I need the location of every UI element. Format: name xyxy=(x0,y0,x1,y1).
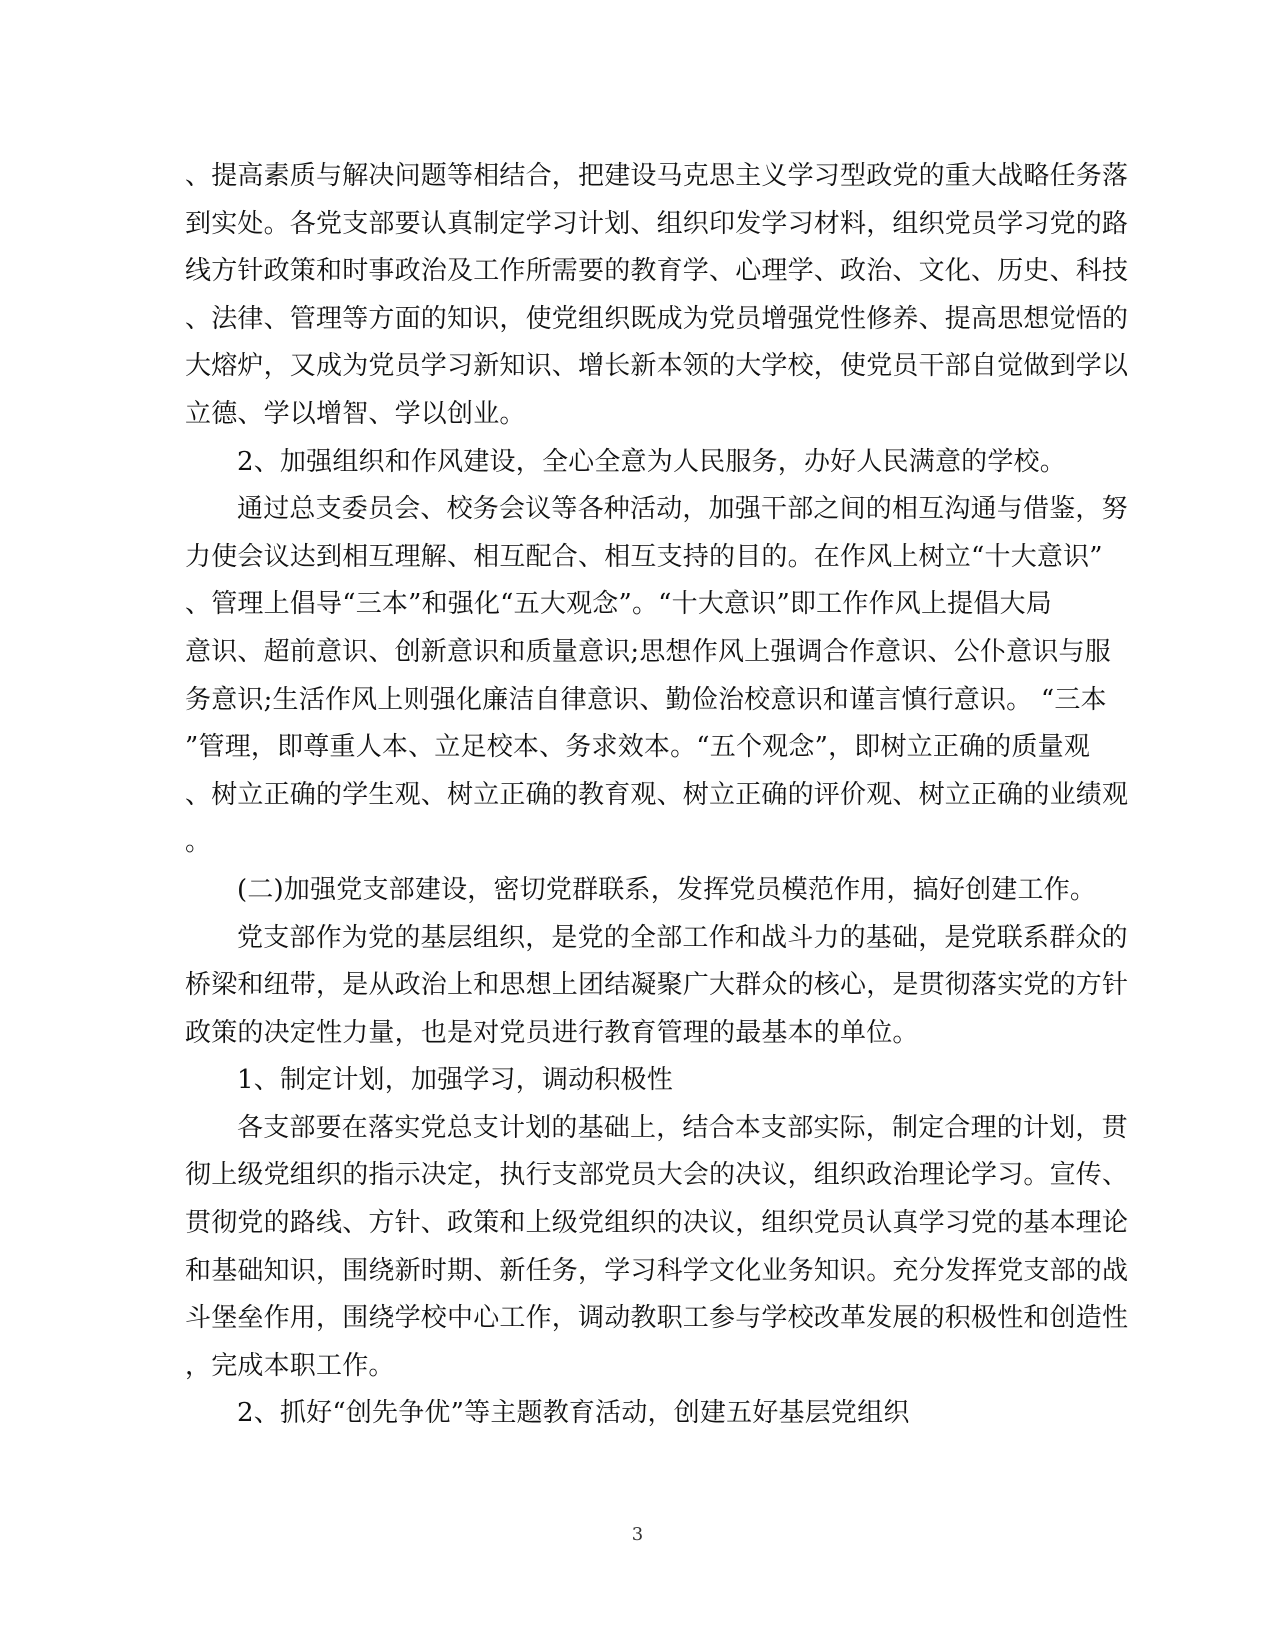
text-line: (二)加强党支部建设，密切党群联系，发挥党员模范作用，搞好创建工作。 xyxy=(237,874,1097,905)
text-line: 务意识;生活作风上则强化廉洁自律意识、勤俭治校意识和谨言慎行意识。 “三本 xyxy=(185,684,1107,715)
text-line: 、法律、管理等方面的知识，使党组织既成为党员增强党性修养、提高思想觉悟的 xyxy=(185,303,1129,334)
text-line: ”管理，即尊重人本、立足校本、务求效本。“五个观念”，即树立正确的质量观 xyxy=(185,732,1091,763)
text-line: 斗堡垒作用，围绕学校中心工作，调动教职工参与学校改革发展的积极性和创造性 xyxy=(185,1303,1129,1334)
text-line: ，完成本职工作。 xyxy=(185,1350,395,1381)
text-line: 、管理上倡导“三本”和强化“五大观念”。“十大意识”即工作作风上提倡大局 xyxy=(185,589,1052,620)
text-line: 政策的决定性力量，也是对党员进行教育管理的最基本的单位。 xyxy=(185,1017,919,1048)
text-line: 到实处。各党支部要认真制定学习计划、组织印发学习材料，组织党员学习党的路 xyxy=(185,208,1129,239)
body-text xyxy=(185,153,1129,1438)
text-line: 贯彻党的路线、方针、政策和上级党组织的决议，组织党员认真学习党的基本理论 xyxy=(185,1208,1129,1239)
text-line: 各支部要在落实党总支计划的基础上，结合本支部实际，制定合理的计划，贯 xyxy=(237,1112,1128,1143)
page-number: 3 xyxy=(631,1524,644,1545)
text-line: 1、制定计划，加强学习，调动积极性 xyxy=(237,1065,673,1096)
text-line: 、提高素质与解决问题等相结合，把建设马克思主义学习型政党的重大战略任务落 xyxy=(185,161,1129,191)
text-line: 意识、超前意识、创新意识和质量意识;思想作风上强调合作意识、公仆意识与服 xyxy=(185,636,1111,667)
text-line: 彻上级党组织的指示决定，执行支部党员大会的决议，组织政治理论学习。宣传、 xyxy=(185,1160,1129,1191)
text-line: 2、加强组织和作风建设，全心全意为人民服务，办好人民满意的学校。 xyxy=(237,446,1066,477)
text-line: 大熔炉，又成为党员学习新知识、增长新本领的大学校，使党员干部自觉做到学以 xyxy=(185,351,1129,382)
text-line: 立德、学以增智、学以创业。 xyxy=(185,398,526,429)
text-line: 2、抓好“创先争优”等主题教育活动，创建五好基层党组织 xyxy=(237,1398,910,1429)
text-line: 和基础知识，围绕新时期、新任务，学习科学文化业务知识。充分发挥党支部的战 xyxy=(185,1255,1129,1286)
text-line: 桥梁和纽带，是从政治上和思想上团结凝聚广大群众的核心，是贯彻落实党的方针 xyxy=(185,970,1129,1001)
text-line: 线方针政策和时事政治及工作所需要的教育学、心理学、政治、文化、历史、科技 xyxy=(185,256,1129,287)
text-line: 党支部作为党的基层组织，是党的全部工作和战斗力的基础，是党联系群众的 xyxy=(237,922,1128,953)
text-line: 力使会议达到相互理解、相互配合、相互支持的目的。在作风上树立“十大意识” xyxy=(185,541,1103,572)
text-line: 。 xyxy=(185,827,212,858)
text-line: 、树立正确的学生观、树立正确的教育观、树立正确的评价观、树立正确的业绩观 xyxy=(185,779,1129,810)
text-line: 通过总支委员会、校务会议等各种活动，加强干部之间的相互沟通与借鉴，努 xyxy=(237,494,1128,525)
